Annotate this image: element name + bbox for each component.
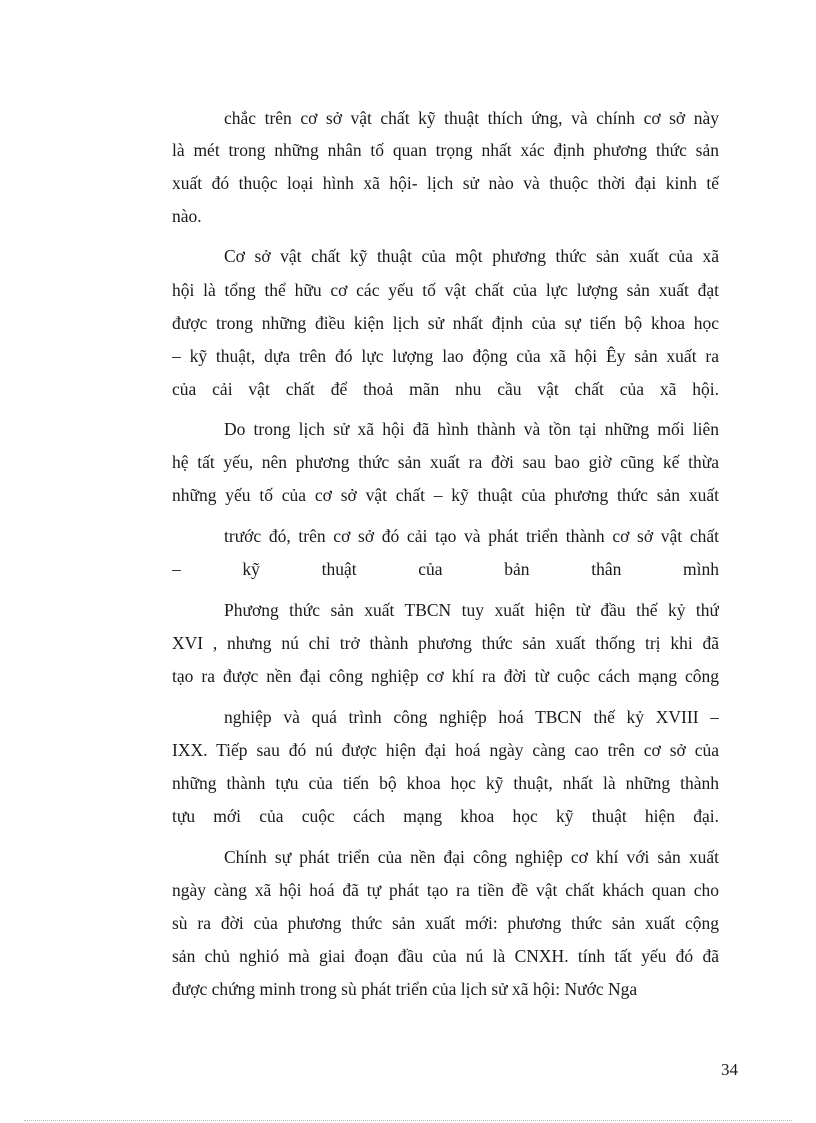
text-line: hệ tất yếu, nên phương thức sản xuất ra đời sau bao giờ cũng kế thừa <box>172 452 719 472</box>
text-line: tựu mới của cuộc cách mạng khoa học kỹ thuật hiện đại. <box>172 806 719 826</box>
text-line: sản chủ nghió mà giai đoạn đầu của nú là CNXH. tính tất yếu đó đã <box>172 946 719 966</box>
text-line: là mét trong những nhân tố quan trọng nhất xác định phương thức sản <box>172 140 719 160</box>
page-bottom-divider <box>24 1120 792 1121</box>
text-line: IXX. Tiếp sau đó nú được hiện đại hoá ngày càng cao trên cơ sở của <box>172 740 719 760</box>
text-line: được trong những điều kiện lịch sử nhất định của sự tiến bộ khoa học <box>172 313 719 333</box>
text-line: Phương thức sản xuất TBCN tuy xuất hiện từ đầu thế kỷ thứ <box>224 600 719 620</box>
text-line: chắc trên cơ sở vật chất kỹ thuật thích ứng, và chính cơ sở này <box>224 108 719 128</box>
text-line: của cải vật chất để thoả mãn nhu cầu vật chất của xã hội. <box>172 379 719 399</box>
text-line: được chứng minh trong sù phát triển của lịch sử xã hội: Nước Nga <box>172 979 638 999</box>
text-line: XVI , nhưng nú chỉ trở thành phương thức sản xuất thống trị khi đã <box>172 633 719 653</box>
text-line: Chính sự phát triển của nền đại công nghiệp cơ khí với sản xuất <box>224 847 719 867</box>
text-line: Do trong lịch sử xã hội đã hình thành và tồn tại những mối liên <box>224 419 719 439</box>
text-line: những thành tựu của tiến bộ khoa học kỹ thuật, nhất là những thành <box>172 773 719 793</box>
text-line: – kỹ thuật, dựa trên đó lực lượng lao động của xã hội Êy sản xuất ra <box>172 346 719 366</box>
text-line: xuất đó thuộc loại hình xã hội- lịch sử nào và thuộc thời đại kinh tế <box>172 173 719 193</box>
text-line: ngày càng xã hội hoá đã tự phát tạo ra tiền đề vật chất khách quan cho <box>172 880 719 900</box>
text-line: sù ra đời của phương thức sản xuất mới: phương thức sản xuất cộng <box>172 913 719 933</box>
text-line: – kỹ thuật của bản thân mình <box>172 559 719 579</box>
text-line: những yếu tố của cơ sở vật chất – kỹ thuật của phương thức sản xuất <box>172 485 719 505</box>
text-line: Cơ sở vật chất kỹ thuật của một phương thức sản xuất của xã <box>224 246 719 266</box>
text-line: nào. <box>172 206 202 226</box>
text-line: hội là tổng thể hữu cơ các yếu tố vật chất của lực lượng sản xuất đạt <box>172 280 719 300</box>
page-number: 34 <box>721 1060 738 1079</box>
text-line: trước đó, trên cơ sở đó cải tạo và phát triển thành cơ sở vật chất <box>224 526 719 546</box>
text-line: nghiệp và quá trình công nghiệp hoá TBCN thế kỷ XVIII – <box>224 707 719 727</box>
text-line: tạo ra được nền đại công nghiệp cơ khí ra đời từ cuộc cách mạng công <box>172 666 719 686</box>
